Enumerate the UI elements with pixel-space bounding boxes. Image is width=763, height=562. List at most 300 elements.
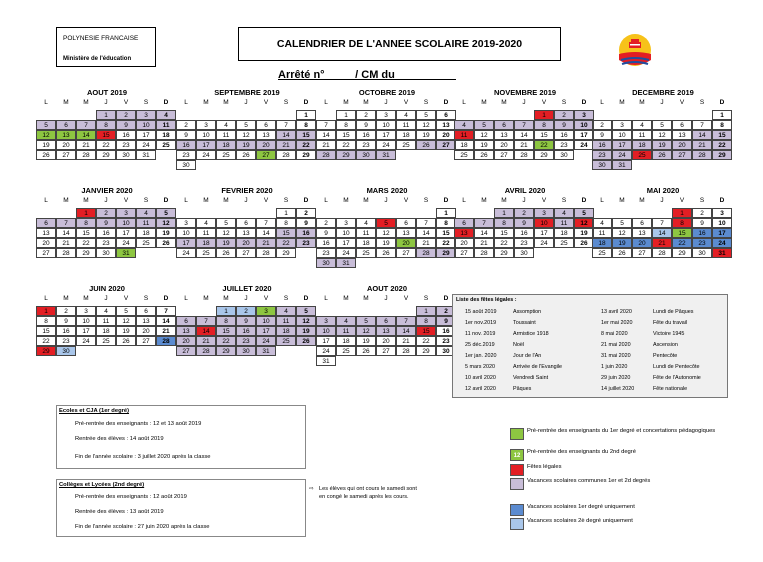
weekday-header: M xyxy=(619,197,625,204)
day-cell: 24 xyxy=(256,336,276,346)
day-cell: 28 xyxy=(474,248,494,258)
day-cell: 12 xyxy=(376,228,396,238)
weekday-header: D xyxy=(719,99,725,106)
day-cell: 28 xyxy=(276,150,296,160)
day-cell: 26 xyxy=(36,150,56,160)
day-cell: 29 xyxy=(416,346,436,356)
day-cell: 1 xyxy=(36,306,56,316)
day-cell: 6 xyxy=(396,218,416,228)
holiday-date: 1er jan. 2020 xyxy=(465,353,497,359)
month-title: AVRIL 2020 xyxy=(504,186,546,195)
month-calendar xyxy=(36,186,178,257)
day-cell: 27 xyxy=(236,248,256,258)
day-cell: 30 xyxy=(316,258,336,268)
holiday-row xyxy=(453,364,729,373)
day-cell: 17 xyxy=(612,140,632,150)
day-cell: 16 xyxy=(592,140,612,150)
day-cell: 22 xyxy=(276,238,296,248)
ministry-label: Ministère de l'éducation xyxy=(63,56,132,62)
weekday-header: M xyxy=(223,295,229,302)
day-cell: 23 xyxy=(236,336,256,346)
day-cell: 6 xyxy=(672,120,692,130)
day-cell: 9 xyxy=(56,316,76,326)
day-cell: 17 xyxy=(116,228,136,238)
day-cell: 24 xyxy=(136,140,156,150)
day-cell: 7 xyxy=(156,306,176,316)
day-cell: 27 xyxy=(494,150,514,160)
holiday-name: Jour de l'An xyxy=(513,353,542,359)
weekday-header: M xyxy=(203,295,209,302)
day-cell: 1 xyxy=(76,208,96,218)
day-cell: 18 xyxy=(592,238,612,248)
day-cell: 6 xyxy=(376,316,396,326)
day-cell: 24 xyxy=(534,238,554,248)
day-cell: 1 xyxy=(296,110,316,120)
day-cell: 10 xyxy=(176,228,196,238)
day-cell: 10 xyxy=(712,218,732,228)
day-cell: 22 xyxy=(436,238,456,248)
holiday-date: 10 avril 2020 xyxy=(465,375,496,381)
day-cell: 11 xyxy=(632,130,652,140)
weekday-header: J xyxy=(522,197,526,204)
day-cell: 27 xyxy=(36,248,56,258)
day-cell: 6 xyxy=(256,120,276,130)
day-cell: 7 xyxy=(76,120,96,130)
day-cell: 24 xyxy=(316,346,336,356)
day-cell: 11 xyxy=(454,130,474,140)
day-cell: 28 xyxy=(316,150,336,160)
weekday-header: M xyxy=(481,99,487,106)
day-cell: 10 xyxy=(376,120,396,130)
day-cell: 22 xyxy=(712,140,732,150)
weekday-header: M xyxy=(481,197,487,204)
month-calendar xyxy=(36,284,178,355)
day-cell: 12 xyxy=(652,130,672,140)
month-calendar xyxy=(454,186,596,257)
day-cell: 7 xyxy=(692,120,712,130)
day-cell: 1 xyxy=(416,306,436,316)
day-cell: 20 xyxy=(56,140,76,150)
day-cell: 14 xyxy=(316,130,336,140)
holiday-date: 31 mai 2020 xyxy=(601,353,631,359)
day-cell: 31 xyxy=(256,346,276,356)
day-cell: 20 xyxy=(136,326,156,336)
day-cell: 17 xyxy=(256,326,276,336)
day-cell: 20 xyxy=(256,140,276,150)
day-cell: 10 xyxy=(196,130,216,140)
weekday-header: M xyxy=(639,99,645,106)
day-cell: 18 xyxy=(216,140,236,150)
weekday-header: M xyxy=(83,197,89,204)
day-cell: 30 xyxy=(236,346,256,356)
day-cell: 2 xyxy=(176,120,196,130)
day-cell: 25 xyxy=(196,248,216,258)
day-cell: 23 xyxy=(514,238,534,248)
holiday-name: Assomption xyxy=(513,309,542,315)
day-cell: 19 xyxy=(296,326,316,336)
day-cell: 29 xyxy=(436,248,456,258)
month-calendar xyxy=(176,284,318,355)
day-cell: 10 xyxy=(336,228,356,238)
day-cell: 3 xyxy=(196,120,216,130)
day-cell: 12 xyxy=(474,130,494,140)
day-cell: 8 xyxy=(36,316,56,326)
day-cell: 18 xyxy=(356,238,376,248)
weekday-header: M xyxy=(343,295,349,302)
day-cell: 30 xyxy=(96,248,116,258)
day-cell: 27 xyxy=(396,248,416,258)
day-cell: 1 xyxy=(276,208,296,218)
day-cell: 25 xyxy=(592,248,612,258)
day-cell: 22 xyxy=(534,140,554,150)
day-cell: 3 xyxy=(256,306,276,316)
legend-label: Pré-rentrée des enseignants du 2nd degré xyxy=(527,449,636,455)
legend-label: Vacances scolaires communes 1er et 2d degrés xyxy=(527,478,651,484)
weekday-header: M xyxy=(63,295,69,302)
day-cell: 30 xyxy=(554,150,574,160)
day-cell: 16 xyxy=(356,130,376,140)
day-cell: 17 xyxy=(316,336,336,346)
day-cell: 24 xyxy=(76,336,96,346)
holiday-name: Pâques xyxy=(513,386,532,392)
day-cell: 11 xyxy=(396,120,416,130)
day-cell: 29 xyxy=(276,248,296,258)
day-cell: 19 xyxy=(216,238,236,248)
weekday-header: D xyxy=(443,99,449,106)
region-box xyxy=(56,27,156,67)
day-cell: 25 xyxy=(156,140,176,150)
day-cell: 9 xyxy=(514,218,534,228)
holiday-name: Pentecôte xyxy=(653,353,678,359)
day-cell: 14 xyxy=(256,228,276,238)
day-cell: 15 xyxy=(534,130,554,140)
day-cell: 23 xyxy=(436,336,456,346)
month-calendar xyxy=(36,88,178,159)
weekday-header: S xyxy=(561,197,567,204)
day-cell: 22 xyxy=(494,238,514,248)
day-cell: 11 xyxy=(136,218,156,228)
weekday-header: S xyxy=(423,197,429,204)
day-cell: 4 xyxy=(156,110,176,120)
day-cell: 21 xyxy=(156,326,176,336)
day-cell: 28 xyxy=(416,248,436,258)
month-title: OCTOBRE 2019 xyxy=(358,88,416,97)
weekday-header: J xyxy=(660,99,664,106)
month-calendar xyxy=(316,284,458,365)
day-cell: 12 xyxy=(612,228,632,238)
weekday-header: J xyxy=(384,295,388,302)
day-cell: 23 xyxy=(316,248,336,258)
day-cell: 20 xyxy=(396,238,416,248)
weekday-header: L xyxy=(184,99,188,106)
day-cell: 25 xyxy=(454,150,474,160)
holiday-name: Lundi de Pâques xyxy=(653,309,694,315)
day-cell: 25 xyxy=(396,140,416,150)
day-cell: 16 xyxy=(236,326,256,336)
day-cell: 3 xyxy=(612,120,632,130)
colleges-box xyxy=(56,479,306,537)
day-cell: 31 xyxy=(336,258,356,268)
day-cell: 21 xyxy=(196,336,216,346)
weekday-header: M xyxy=(343,197,349,204)
weekday-header: S xyxy=(699,197,705,204)
day-cell: 1 xyxy=(534,110,554,120)
weekday-header: S xyxy=(561,99,567,106)
weekday-header: M xyxy=(363,99,369,106)
day-cell: 30 xyxy=(692,248,712,258)
weekday-header: M xyxy=(501,99,507,106)
day-cell: 1 xyxy=(494,208,514,218)
day-cell: 6 xyxy=(176,316,196,326)
day-cell: 10 xyxy=(256,316,276,326)
day-cell: 19 xyxy=(236,140,256,150)
day-cell: 29 xyxy=(336,150,356,160)
day-cell: 1 xyxy=(712,110,732,120)
day-cell: 9 xyxy=(554,120,574,130)
ecoles-line: Fin de l'année scolaire : 3 juillet 2020 après la classe xyxy=(75,454,211,460)
weekday-header: V xyxy=(263,295,269,302)
weekday-header: V xyxy=(679,99,685,106)
weekday-header: M xyxy=(363,197,369,204)
weekday-header: V xyxy=(123,197,129,204)
day-cell: 3 xyxy=(116,208,136,218)
day-cell: 27 xyxy=(632,248,652,258)
weekday-header: V xyxy=(403,99,409,106)
day-cell: 24 xyxy=(376,140,396,150)
day-cell: 20 xyxy=(454,238,474,248)
day-cell: 4 xyxy=(96,306,116,316)
day-cell: 7 xyxy=(396,316,416,326)
day-cell: 23 xyxy=(96,238,116,248)
day-cell: 3 xyxy=(534,208,554,218)
day-cell: 23 xyxy=(56,336,76,346)
holiday-row xyxy=(453,386,729,395)
day-cell: 4 xyxy=(632,120,652,130)
day-cell: 12 xyxy=(574,218,594,228)
day-cell: 15 xyxy=(416,326,436,336)
day-cell: 28 xyxy=(56,248,76,258)
day-cell: 11 xyxy=(216,130,236,140)
day-cell: 5 xyxy=(612,218,632,228)
day-cell: 28 xyxy=(256,248,276,258)
ecoles-box xyxy=(56,405,306,469)
day-cell: 22 xyxy=(416,336,436,346)
day-cell: 23 xyxy=(296,238,316,248)
day-cell: 19 xyxy=(612,238,632,248)
day-cell: 17 xyxy=(712,228,732,238)
day-cell: 12 xyxy=(416,120,436,130)
day-cell: 3 xyxy=(316,316,336,326)
day-cell: 5 xyxy=(474,120,494,130)
month-title: AOUT 2020 xyxy=(366,284,408,293)
day-cell: 15 xyxy=(276,228,296,238)
day-cell: 7 xyxy=(514,120,534,130)
day-cell: 18 xyxy=(454,140,474,150)
day-cell: 22 xyxy=(672,238,692,248)
holiday-date: 14 juillet 2020 xyxy=(601,386,635,392)
holiday-row xyxy=(453,331,729,340)
day-cell: 31 xyxy=(376,150,396,160)
day-cell: 13 xyxy=(56,130,76,140)
day-cell: 21 xyxy=(416,238,436,248)
day-cell: 22 xyxy=(36,336,56,346)
day-cell: 4 xyxy=(454,120,474,130)
weekday-header: M xyxy=(363,295,369,302)
day-cell: 21 xyxy=(56,238,76,248)
day-cell: 10 xyxy=(76,316,96,326)
day-cell: 9 xyxy=(356,120,376,130)
day-cell: 29 xyxy=(534,150,554,160)
weekday-header: L xyxy=(462,197,466,204)
day-cell: 2 xyxy=(514,208,534,218)
weekday-header: S xyxy=(143,295,149,302)
weekday-header: V xyxy=(263,99,269,106)
day-cell: 14 xyxy=(56,228,76,238)
day-cell: 17 xyxy=(574,130,594,140)
weekday-header: L xyxy=(44,295,48,302)
day-cell: 6 xyxy=(494,120,514,130)
day-cell: 20 xyxy=(236,238,256,248)
day-cell: 1 xyxy=(672,208,692,218)
day-cell: 13 xyxy=(176,326,196,336)
day-cell: 9 xyxy=(316,228,336,238)
day-cell: 3 xyxy=(712,208,732,218)
day-cell: 23 xyxy=(176,150,196,160)
day-cell: 29 xyxy=(672,248,692,258)
day-cell: 8 xyxy=(494,218,514,228)
day-cell: 4 xyxy=(136,208,156,218)
day-cell: 15 xyxy=(712,130,732,140)
day-cell: 3 xyxy=(76,306,96,316)
holiday-date: 21 mai 2020 xyxy=(601,342,631,348)
day-cell: 19 xyxy=(416,130,436,140)
day-cell: 7 xyxy=(474,218,494,228)
day-cell: 2 xyxy=(592,120,612,130)
day-cell: 4 xyxy=(216,120,236,130)
day-cell: 14 xyxy=(416,228,436,238)
day-cell: 15 xyxy=(436,228,456,238)
holiday-row xyxy=(453,375,729,384)
month-title: NOVEMBRE 2019 xyxy=(493,88,557,97)
day-cell: 26 xyxy=(652,150,672,160)
day-cell: 11 xyxy=(356,228,376,238)
day-cell: 18 xyxy=(136,228,156,238)
day-cell: 9 xyxy=(296,218,316,228)
day-cell: 15 xyxy=(672,228,692,238)
day-cell: 20 xyxy=(176,336,196,346)
holiday-row xyxy=(453,320,729,329)
weekday-header: L xyxy=(184,197,188,204)
weekday-header: M xyxy=(63,197,69,204)
day-cell: 21 xyxy=(316,140,336,150)
day-cell: 9 xyxy=(592,130,612,140)
day-cell: 5 xyxy=(216,218,236,228)
day-cell: 29 xyxy=(296,150,316,160)
colleges-line: Fin de l'année scolaire : 27 juin 2020 après la classe xyxy=(75,524,210,530)
day-cell: 30 xyxy=(116,150,136,160)
holiday-name: Noël xyxy=(513,342,525,348)
day-cell: 13 xyxy=(236,228,256,238)
day-cell: 10 xyxy=(612,130,632,140)
weekday-header: V xyxy=(679,197,685,204)
day-cell: 14 xyxy=(652,228,672,238)
weekday-header: S xyxy=(143,99,149,106)
day-cell: 14 xyxy=(692,130,712,140)
weekday-header: S xyxy=(283,99,289,106)
day-cell: 16 xyxy=(56,326,76,336)
legend-label: Pré-rentrée des enseignants du 1er degré et concertations pédagogiques xyxy=(527,428,716,434)
weekday-header: V xyxy=(123,99,129,106)
month-title: DECEMBRE 2019 xyxy=(632,88,694,97)
day-cell: 2 xyxy=(96,208,116,218)
month-calendar xyxy=(592,186,734,257)
holiday-date: 25 déc.2019 xyxy=(465,342,495,348)
day-cell: 3 xyxy=(136,110,156,120)
weekday-header: J xyxy=(522,99,526,106)
weekday-header: D xyxy=(443,295,449,302)
ecoles-title: Ecoles et CJA (1er degré) xyxy=(59,408,130,414)
day-cell: 13 xyxy=(396,228,416,238)
day-cell: 15 xyxy=(36,326,56,336)
day-cell: 5 xyxy=(574,208,594,218)
day-cell: 23 xyxy=(692,238,712,248)
day-cell: 27 xyxy=(376,346,396,356)
day-cell: 17 xyxy=(534,228,554,238)
day-cell: 26 xyxy=(236,150,256,160)
weekday-header: V xyxy=(403,197,409,204)
day-cell: 8 xyxy=(416,316,436,326)
day-cell: 6 xyxy=(632,218,652,228)
day-cell: 27 xyxy=(136,336,156,346)
holiday-name: Toussaint xyxy=(513,320,536,326)
day-cell: 2 xyxy=(436,306,456,316)
day-cell: 30 xyxy=(592,160,612,170)
day-cell: 4 xyxy=(554,208,574,218)
day-cell: 12 xyxy=(216,228,236,238)
day-cell: 24 xyxy=(612,150,632,160)
weekday-header: J xyxy=(244,295,248,302)
holiday-name: Ascension xyxy=(653,342,678,348)
legend-label: Fêtes légales xyxy=(527,464,562,470)
day-cell: 15 xyxy=(216,326,236,336)
holiday-name: Victoire 1945 xyxy=(653,331,685,337)
day-cell: 28 xyxy=(396,346,416,356)
day-cell: 24 xyxy=(196,150,216,160)
day-cell: 26 xyxy=(612,248,632,258)
day-cell: 8 xyxy=(96,120,116,130)
day-cell: 21 xyxy=(396,336,416,346)
weekday-header: M xyxy=(203,197,209,204)
day-cell: 7 xyxy=(256,218,276,228)
day-cell: 11 xyxy=(196,228,216,238)
legend-swatch xyxy=(510,428,524,440)
day-cell: 29 xyxy=(36,346,56,356)
day-cell: 2 xyxy=(116,110,136,120)
day-cell: 21 xyxy=(474,238,494,248)
day-cell: 22 xyxy=(216,336,236,346)
day-cell: 2 xyxy=(554,110,574,120)
day-cell: 6 xyxy=(436,110,456,120)
weekday-header: L xyxy=(184,295,188,302)
day-cell: 8 xyxy=(436,218,456,228)
weekday-header: S xyxy=(283,295,289,302)
weekday-header: M xyxy=(223,99,229,106)
month-title: SEPTEMBRE 2019 xyxy=(214,88,280,97)
day-cell: 6 xyxy=(236,218,256,228)
holiday-date: 5 mars 2020 xyxy=(465,364,495,370)
day-cell: 5 xyxy=(652,120,672,130)
day-cell: 14 xyxy=(156,316,176,326)
